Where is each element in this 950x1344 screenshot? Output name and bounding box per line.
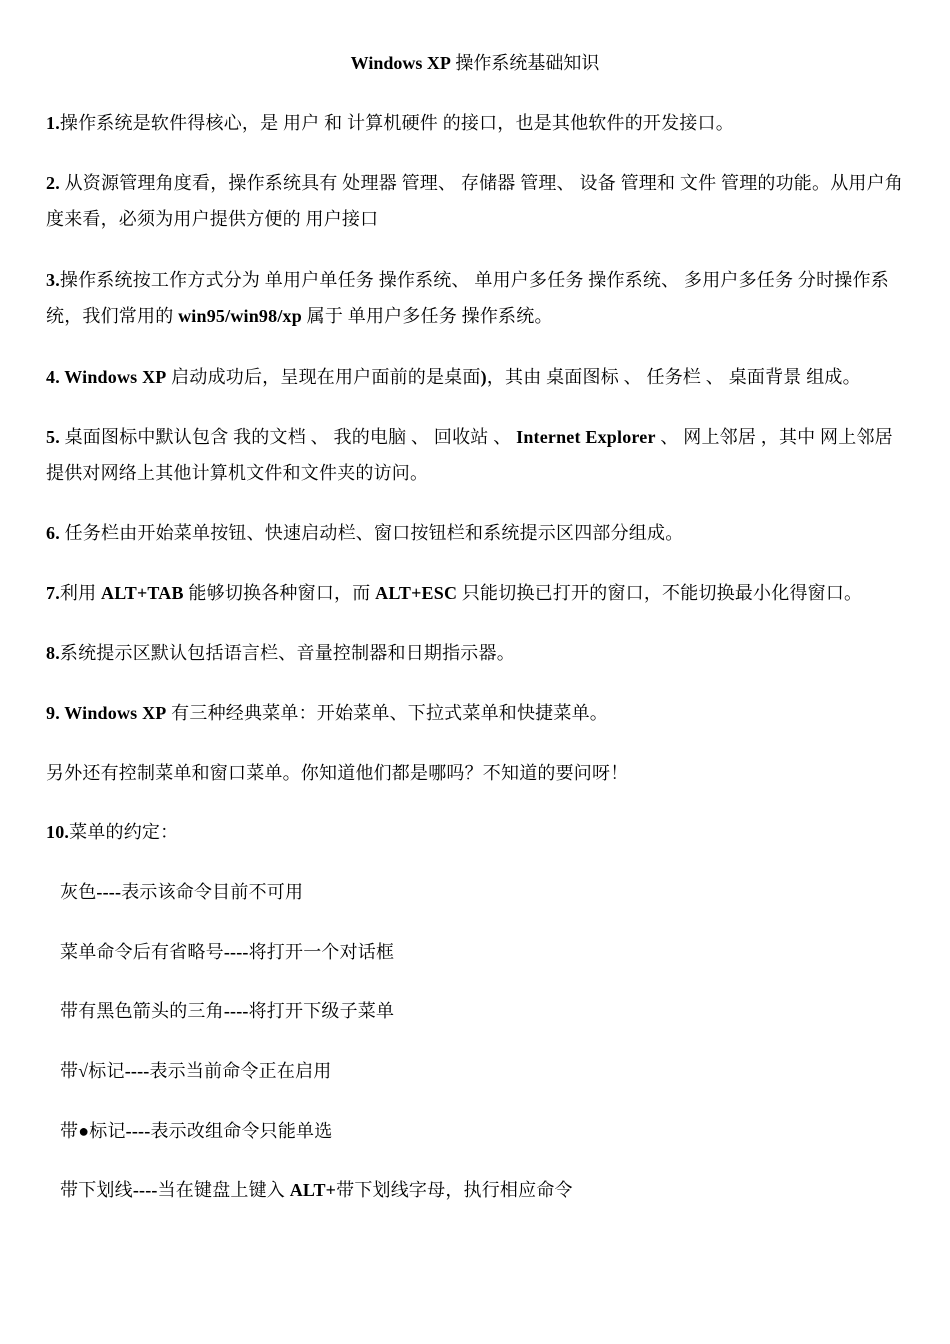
paragraph-text: 从资源管理角度看，操作系统具有 处理器 管理、 存储器 管理、 设备 管理和 文件 管理的功能。从用户角度来看，必须为用户提供方便的 用户接口 bbox=[46, 173, 904, 229]
paragraph-number: 6. bbox=[46, 523, 60, 543]
paragraph-bold: ALT+ESC bbox=[375, 583, 458, 603]
convention-dash: ---- bbox=[124, 1061, 150, 1081]
paragraph-text: 利用 bbox=[59, 583, 102, 603]
paragraph-text: 启动成功后，呈现在用户面前的是桌面 bbox=[166, 367, 481, 387]
convention-item bbox=[60, 993, 900, 1029]
paragraph-4 bbox=[46, 359, 904, 395]
convention-dash: ---- bbox=[132, 1180, 158, 1200]
convention-meaning: 表示当前命令正在启用 bbox=[149, 1061, 332, 1081]
paragraph-text: 操作系统是软件得核心，是 用户 和 计算机硬件 的接口，也是其他软件的开发接口。 bbox=[59, 113, 734, 133]
convention-dash: ---- bbox=[223, 1001, 249, 1021]
convention-item bbox=[60, 1113, 900, 1149]
paragraph-3 bbox=[46, 262, 904, 334]
paragraph-text: 能够切换各种窗口，而 bbox=[183, 583, 376, 603]
convention-meaning: 当在键盘上键入 bbox=[157, 1180, 290, 1200]
title-bold: Windows XP bbox=[350, 53, 451, 73]
paragraph-number: 1. bbox=[46, 113, 60, 133]
paragraph-text: 菜单的约定： bbox=[69, 822, 179, 842]
title-rest: 操作系统基础知识 bbox=[450, 53, 600, 73]
paragraph-number: 5. bbox=[46, 427, 60, 447]
paragraph-7 bbox=[46, 575, 904, 611]
paragraph-number: 2. bbox=[46, 173, 60, 193]
paragraph-9b bbox=[46, 755, 904, 791]
convention-term: 带√标记 bbox=[60, 1061, 125, 1081]
paragraph-bold: 4. Windows XP bbox=[46, 367, 167, 387]
convention-meaning: 表示改组命令只能单选 bbox=[150, 1121, 333, 1141]
convention-dash: ---- bbox=[223, 942, 249, 962]
paragraph-text: 、 网上邻居 ，其中 网上邻居 提供对网络上其他计算机文件和文件夹的访问。 bbox=[46, 427, 893, 483]
convention-term: 灰色 bbox=[60, 882, 97, 902]
paragraph-text: 另外还有控制菜单和窗口菜单。你知道他们都是哪吗？不知道的要问呀！ bbox=[46, 763, 629, 783]
convention-meaning: 带下划线字母，执行相应命令 bbox=[336, 1180, 573, 1200]
paragraph-10 bbox=[46, 814, 904, 850]
paragraph-text: 有三种经典菜单：开始菜单、下拉式菜单和快捷菜单。 bbox=[166, 703, 608, 723]
paragraph-text: 系统提示区默认包括语言栏、音量控制器和日期指示器。 bbox=[59, 643, 515, 663]
paragraph-8 bbox=[46, 635, 904, 671]
paragraph-9 bbox=[46, 695, 904, 731]
convention-meaning: 将打开一个对话框 bbox=[248, 942, 395, 962]
paragraph-bold: 9. Windows XP bbox=[46, 703, 167, 723]
convention-item bbox=[60, 934, 900, 970]
paragraph-number: 8. bbox=[46, 643, 60, 663]
paragraph-text: 属于 单用户多任务 操作系统。 bbox=[301, 306, 553, 326]
paragraph-text: 只能切换已打开的窗口，不能切换最小化得窗口。 bbox=[457, 583, 863, 603]
convention-meaning: 表示该命令目前不可用 bbox=[121, 882, 304, 902]
paragraph-text: 操作系统按工作方式分为 单用户单任务 操作系统、 单用户多任务 操作系统、 多用户多任务 分时操作系统，我们常用的 bbox=[46, 270, 889, 326]
paragraph-text: ，其由 桌面图标 、 任务栏 、 桌面背景 组成。 bbox=[486, 367, 861, 387]
convention-meaning: 将打开下级子菜单 bbox=[248, 1001, 395, 1021]
paragraph-bold: win95/win98/xp bbox=[178, 306, 302, 326]
paragraph-number: 7. bbox=[46, 583, 60, 603]
paragraph-5 bbox=[46, 419, 904, 491]
paragraph-bold: Internet Explorer bbox=[516, 427, 656, 447]
paragraph-text: 桌面图标中默认包含 我的文档 、 我的电脑 、 回收站 、 bbox=[59, 427, 517, 447]
convention-term: 带有黑色箭头的三角 bbox=[60, 1001, 224, 1021]
convention-dash: ---- bbox=[96, 882, 122, 902]
convention-item bbox=[60, 1053, 900, 1089]
paragraph-number: 3. bbox=[46, 270, 60, 290]
convention-term: 带●标记 bbox=[60, 1121, 126, 1141]
paragraph-6 bbox=[46, 515, 904, 551]
paragraph-text: 任务栏由开始菜单按钮、快速启动栏、窗口按钮栏和系统提示区四部分组成。 bbox=[59, 523, 684, 543]
convention-term: 菜单命令后有省略号 bbox=[60, 942, 224, 962]
convention-bold: ALT+ bbox=[289, 1180, 337, 1200]
paragraph-bold: ) bbox=[480, 367, 487, 387]
convention-item bbox=[60, 1172, 900, 1208]
paragraph-bold: ALT+TAB bbox=[101, 583, 184, 603]
page-title bbox=[0, 50, 950, 76]
paragraph-2 bbox=[46, 165, 904, 237]
convention-item bbox=[60, 874, 900, 910]
paragraph-1 bbox=[46, 105, 904, 141]
convention-term: 带下划线 bbox=[60, 1180, 133, 1200]
convention-dash: ---- bbox=[125, 1121, 151, 1141]
paragraph-number: 10. bbox=[46, 822, 70, 842]
